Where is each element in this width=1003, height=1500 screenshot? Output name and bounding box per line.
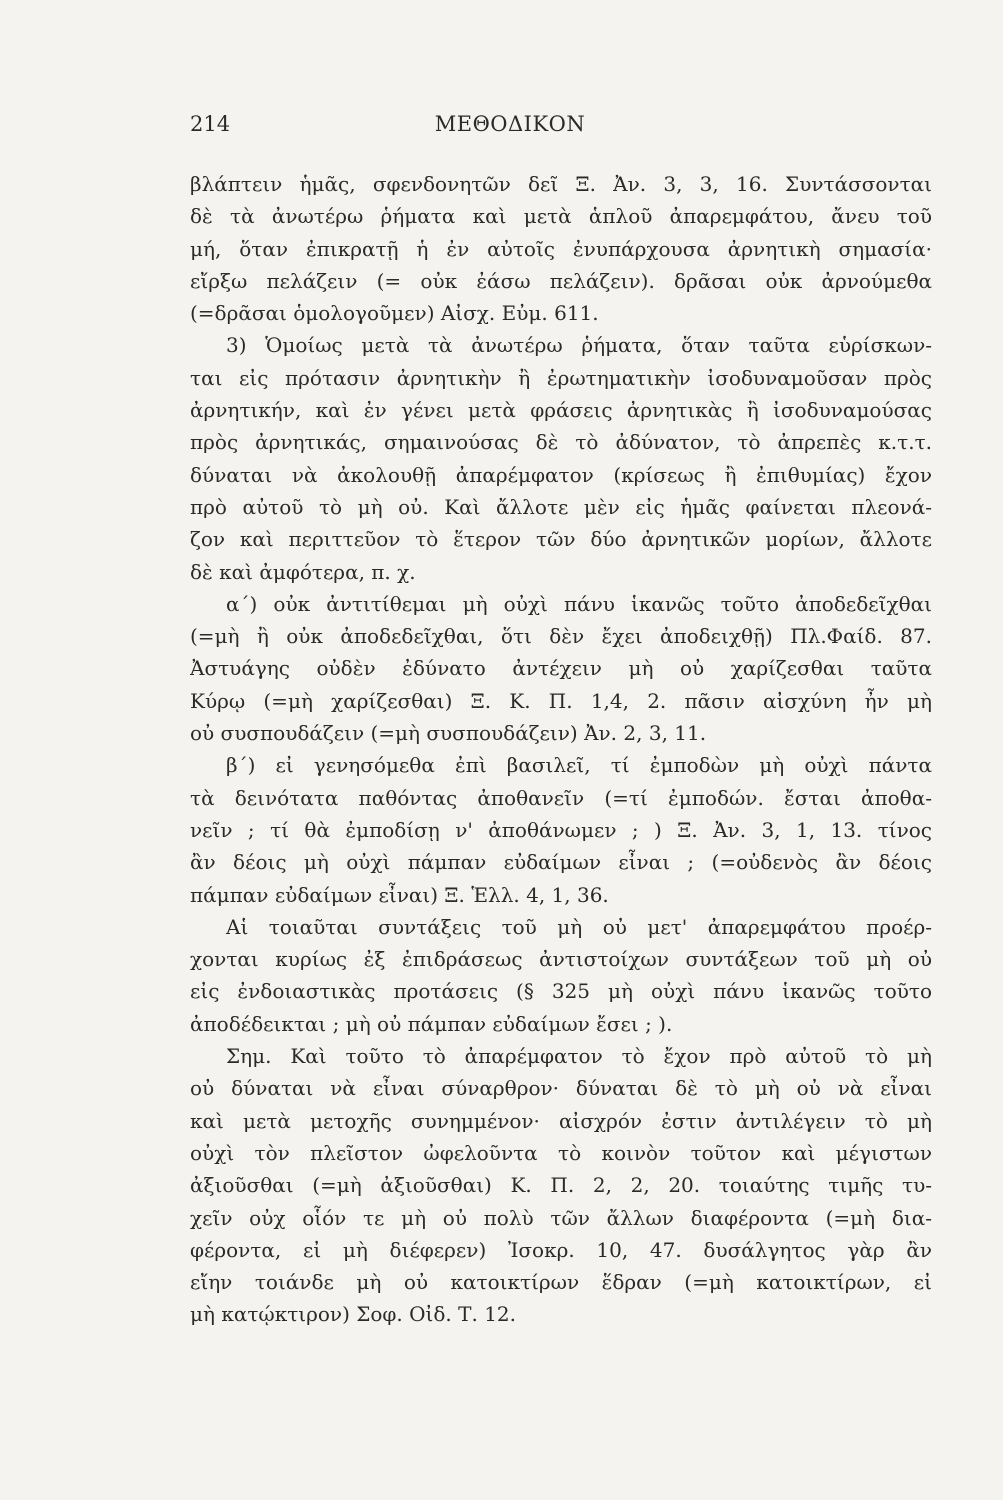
text-line: Κύρῳ (=μὴ χαρίζεσθαι) Ξ. Κ. Π. 1,4, 2. πᾶσιν αἰσχύνη ἦν μὴ [190, 688, 932, 713]
text-line: δύναται νὰ ἀκολουθῇ ἀπαρέμφατον (κρίσεως ἢ ἐπιθυμίας) ἔχον [190, 462, 932, 487]
page-number: 214 [190, 112, 231, 136]
text-line: νεῖν ; τί θὰ ἐμποδίσῃ ν' ἀποθάνωμεν ; ) Ξ. Ἀν. 3, 1, 13. τίνος [190, 817, 932, 842]
text-line: δὲ καὶ ἀμφότερα, π. χ. [190, 559, 416, 584]
running-title: ΜΕΘΟΔΙΚΟΝ [434, 112, 586, 136]
text-line: ἀρνητικήν, καὶ ἐν γένει μετὰ φράσεις ἀρνητικὰς ἢ ἰσοδυναμούσας [190, 398, 932, 423]
text-line: (=μὴ ἢ οὐκ ἀποδεδεῖχθαι, ὅτι δὲν ἔχει ἀποδειχθῇ) Πλ.Φαίδ. 87. [190, 624, 932, 649]
text-line: Σημ. Καὶ τοῦτο τὸ ἀπαρέμφατον τὸ ἔχον πρὸ αὐτοῦ τὸ μὴ [226, 1044, 932, 1069]
text-line: 3) Ὁμοίως μετὰ τὰ ἀνωτέρω ῥήματα, ὅταν ταῦτα εὑρίσκων- [226, 333, 932, 358]
text-line: β΄) εἰ γενησόμεθα ἐπὶ βασιλεῖ, τί ἐμποδὼν μὴ οὐχὶ πάντα [226, 753, 932, 778]
text-line: πρὸς ἀρνητικάς, σημαινούσας δὲ τὸ ἀδύνατον, τὸ ἀπρεπὲς κ.τ.τ. [190, 430, 932, 455]
text-line: ἂν δέοις μὴ οὐχὶ πάμπαν εὐδαίμων εἶναι ; (=οὐδενὸς ἂν δέοις [190, 850, 932, 875]
body-text [190, 168, 932, 1331]
text-line: καὶ μετὰ μετοχῆς συνημμένον· αἰσχρόν ἐστιν ἀντιλέγειν τὸ μὴ [190, 1108, 932, 1133]
page-header [190, 112, 830, 152]
text-line: μή, ὅταν ἐπικρατῇ ἡ ἐν αὐτοῖς ἐνυπάρχουσα ἀρνητικὴ σημασία· [190, 236, 932, 261]
text-line: Αἱ τοιαῦται συντάξεις τοῦ μὴ οὐ μετ' ἀπαρεμφάτου προέρ- [226, 914, 932, 939]
text-line: χεῖν οὐχ οἷόν τε μὴ οὐ πολὺ τῶν ἄλλων διαφέροντα (=μὴ δια- [190, 1205, 932, 1230]
text-line: φέροντα, εἰ μὴ διέφερεν) Ἰσοκρ. 10, 47. δυσάλγητος γὰρ ἂν [190, 1237, 932, 1262]
text-line: πάμπαν εὐδαίμων εἶναι) Ξ. Ἑλλ. 4, 1, 36. [190, 882, 609, 907]
text-line: εἴρξω πελάζειν (= οὐκ ἐάσω πελάζειν). δρᾶσαι οὐκ ἀρνούμεθα [190, 268, 932, 293]
text-line: οὐ συσπουδάζειν (=μὴ συσπουδάζειν) Ἀν. 2, 3, 11. [190, 721, 707, 746]
text-line: ται εἰς πρότασιν ἀρνητικὴν ἢ ἐρωτηματικὴν ἰσοδυναμοῦσαν πρὸς [190, 365, 932, 390]
text-line: μὴ κατῴκτιρον) Σοφ. Οἰδ. Τ. 12. [190, 1302, 516, 1327]
text-line: οὐ δύναται νὰ εἶναι σύναρθρον· δύναται δὲ τὸ μὴ οὐ νὰ εἶναι [190, 1076, 932, 1101]
text-line: εἴην τοιάνδε μὴ οὐ κατοικτίρων ἕδραν (=μὴ κατοικτίρων, εἰ [190, 1270, 932, 1295]
text-line: Ἀστυάγης οὐδὲν ἐδύνατο ἀντέχειν μὴ οὐ χαρίζεσθαι ταῦτα [190, 656, 932, 681]
text-line: δὲ τὰ ἀνωτέρω ῥήματα καὶ μετὰ ἁπλοῦ ἀπαρεμφάτου, ἄνευ τοῦ [190, 204, 932, 229]
text-line: χονται κυρίως ἐξ ἐπιδράσεως ἀντιστοίχων συντάξεων τοῦ μὴ οὐ [190, 947, 932, 972]
text-line: οὐχὶ τὸν πλεῖστον ὠφελοῦντα τὸ κοινὸν τοῦτον καὶ μέγιστων [190, 1140, 932, 1165]
text-line: α΄) οὐκ ἀντιτίθεμαι μὴ οὐχὶ πάνυ ἱκανῶς τοῦτο ἀποδεδεῖχθαι [226, 591, 932, 616]
text-line: βλάπτειν ἡμᾶς, σφενδονητῶν δεῖ Ξ. Ἀν. 3, 3, 16. Συντάσσονται [190, 172, 932, 196]
text-line: εἰς ἐνδοιαστικὰς προτάσεις (§ 325 μὴ οὐχὶ πάνυ ἱκανῶς τοῦτο [190, 979, 932, 1004]
text-line: τὰ δεινότατα παθόντας ἀποθανεῖν (=τί ἐμποδών. ἔσται ἀποθα- [190, 785, 932, 810]
text-line: πρὸ αὐτοῦ τὸ μὴ οὐ. Καὶ ἄλλοτε μὲν εἰς ἡμᾶς φαίνεται πλεονά- [190, 494, 932, 519]
text-line: (=δρᾶσαι ὁμολογοῦμεν) Αἰσχ. Εὐμ. 611. [190, 301, 599, 326]
text-line: ἀποδέδεικται ; μὴ οὐ πάμπαν εὐδαίμων ἔσει ; ). [190, 1011, 673, 1036]
text-line: ἀξιοῦσθαι (=μὴ ἀξιοῦσθαι) Κ. Π. 2, 2, 20. τοιαύτης τιμῆς τυ- [190, 1173, 932, 1198]
text-line: ζον καὶ περιττεῦον τὸ ἕτερον τῶν δύο ἀρνητικῶν μορίων, ἄλλοτε [190, 527, 932, 552]
